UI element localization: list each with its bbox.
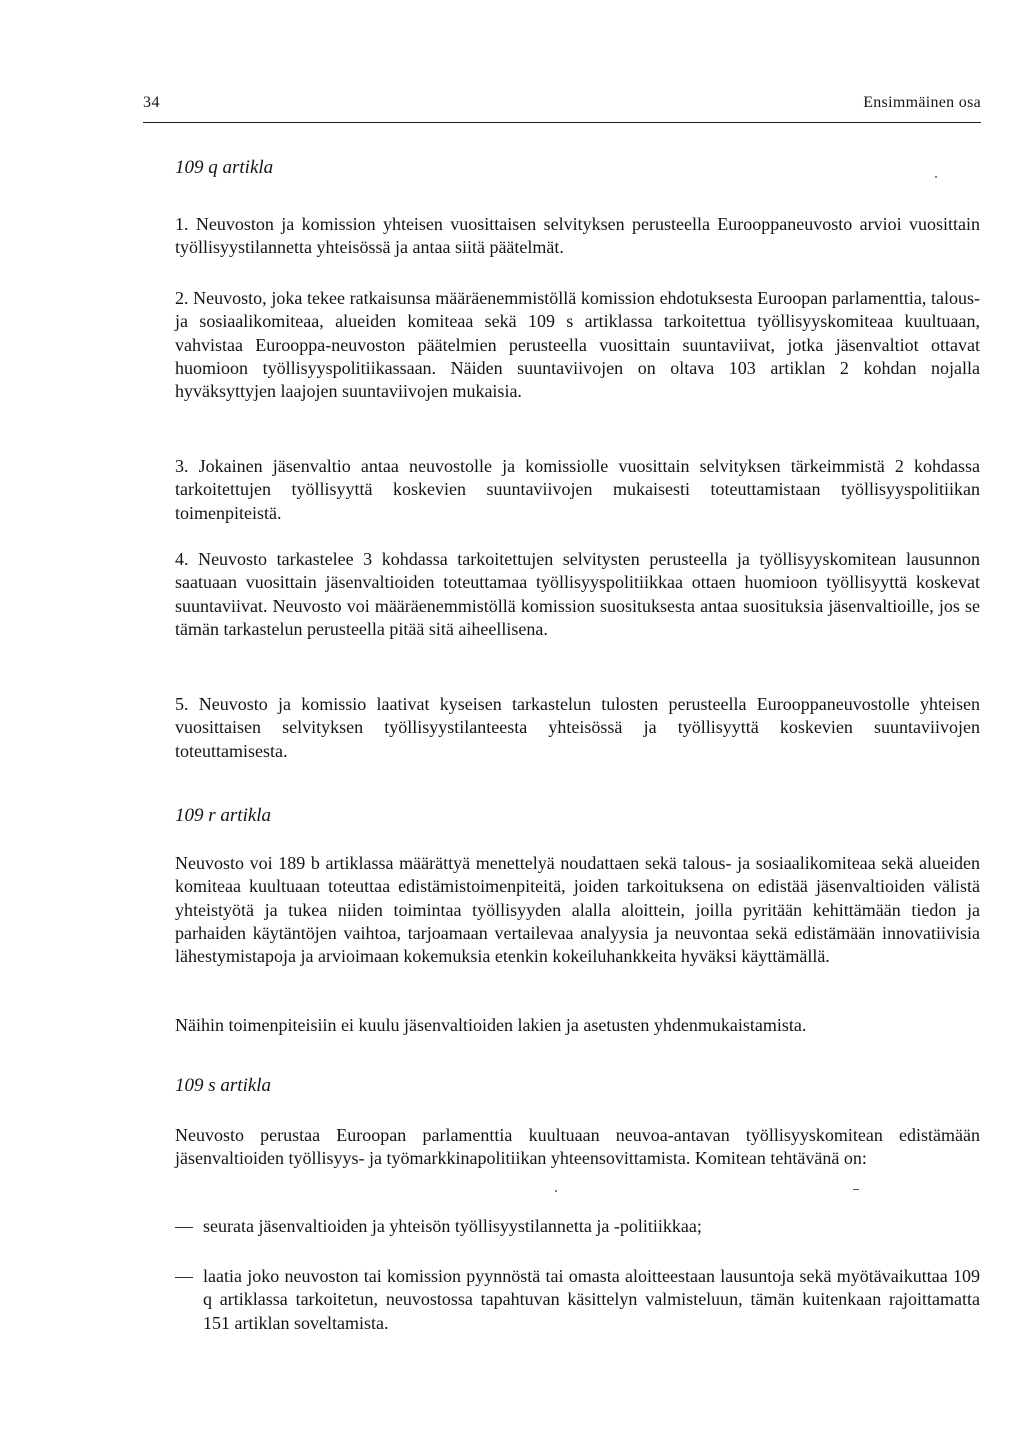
article-109q-heading: 109 q artikla [175,157,274,178]
article-109q-paragraph-2: 2. Neuvosto, joka tekee ratkaisunsa määräenemmistöllä komission ehdotuksesta Euroopan parlamenttia, talous- ja sosiaalikomiteaa, alueiden komiteaa sekä 109 s artiklassa tarkoitettua työllisyyskomiteaa kuultuaan, vahvistaa Eurooppa-neuvoston päätelmien perusteella vuosittain suuntaviivat, jotka jäsenvaltiot ottavat huomioon työllisyyspolitiikassaan. Näiden suuntaviivojen on oltava 103 artiklan 2 kohdan nojalla hyväksyttyjen laajojen suuntaviivojen mukaisia. [175,288,980,402]
dash-marker: — [175,1266,193,1286]
article-109r-heading: 109 r artikla [175,805,272,826]
list-item-text: seurata jäsenvaltioiden ja yhteisön työllisyystilannetta ja -politiikkaa; [203,1216,702,1236]
dash-marker: — [175,1216,193,1236]
list-item-text: laatia joko neuvoston tai komission pyynnöstä tai omasta aloitteestaan lausuntoja sekä myötävaikuttaa 109 q artiklassa tarkoitetun, neuvostossa tapahtuvan käsittelyn valmisteluun, tämän kuitenkaan rajoittamatta 151 artiklan soveltamista. [203,1266,980,1333]
scan-speck [555,1190,557,1192]
page-header [143,94,981,123]
scan-speck [853,1189,859,1190]
article-109q-paragraph-4: 4. Neuvosto tarkastelee 3 kohdassa tarkoitettujen selvitysten perusteella ja työllisyyskomitean lausunnon saatuaan vuosittain jäsenvaltioiden toteuttamaa työllisyyspolitiikkaa ottaen huomioon työllisyyttä koskevat suuntaviivat. Neuvosto voi määräenemmistöllä komission suosituksesta antaa suosituksia jäsenvaltioille, jos se tämän tarkastelun perusteella pitää sitä aiheellisena. [175,549,980,639]
article-109q-paragraph-3: 3. Jokainen jäsenvaltio antaa neuvostolle ja komissiolle vuosittain selvityksen tärkeimmistä 2 kohdassa tarkoitettujen työllisyyttä koskevien suuntaviivojen mukaisesti toteuttamistaan työllisyyspolitiikan toimenpiteistä. [175,456,980,523]
article-109r-paragraph-2: Näihin toimenpiteisiin ei kuulu jäsenvaltioiden lakien ja asetusten yhdenmukaistamista. [175,1015,807,1035]
article-109q-paragraph-5: 5. Neuvosto ja komissio laativat kyseisen tarkastelun tulosten perusteella Eurooppaneuvostolle yhteisen vuosittaisen selvityksen työllisyystilanteesta yhteisössä ja työllisyyttä koskevien suuntaviivojen toteuttamisesta. [175,694,980,761]
article-109s-list-item [175,1215,980,1238]
article-109s-list-item [175,1265,980,1335]
article-109s-intro: Neuvosto perustaa Euroopan parlamenttia kuultuaan neuvoa-antavan työllisyyskomitean edistämään jäsenvaltioiden työllisyys- ja työmarkkinapolitiikan yhteensovittamista. Komitean tehtävänä on: [175,1125,980,1169]
scan-speck [935,176,937,178]
page-number: 34 [143,94,160,111]
article-109q-paragraph-1: 1. Neuvoston ja komission yhteisen vuosittaisen selvityksen perusteella Eurooppaneuvosto arvioi vuosittain työllisyystilannetta yhteisössä ja antaa siitä päätelmät. [175,214,980,258]
article-109s-heading: 109 s artikla [175,1075,272,1096]
article-109r-paragraph-1: Neuvosto voi 189 b artiklassa määrättyä menettelyä noudattaen sekä talous- ja sosiaalikomiteaa sekä alueiden komiteaa kuultuaan toteuttaa edistämistoimenpiteitä, joiden tarkoituksena on edistää jäsenvaltioiden välistä yhteistyötä ja tukea niiden toimintaa työllisyyden alalla aloittein, joilla pyritään kehittämään tiedon ja parhaiden käytäntöjen vaihtoa, tarjoamaan vertailevaa analyysia ja neuvontaa sekä edistämään innovatiivisia lähestymistapoja ja arvioimaan kokemuksia etenkin kokeiluhankkeita hyväksi käyttämällä. [175,853,980,967]
running-head: Ensimmäinen osa [863,94,981,111]
